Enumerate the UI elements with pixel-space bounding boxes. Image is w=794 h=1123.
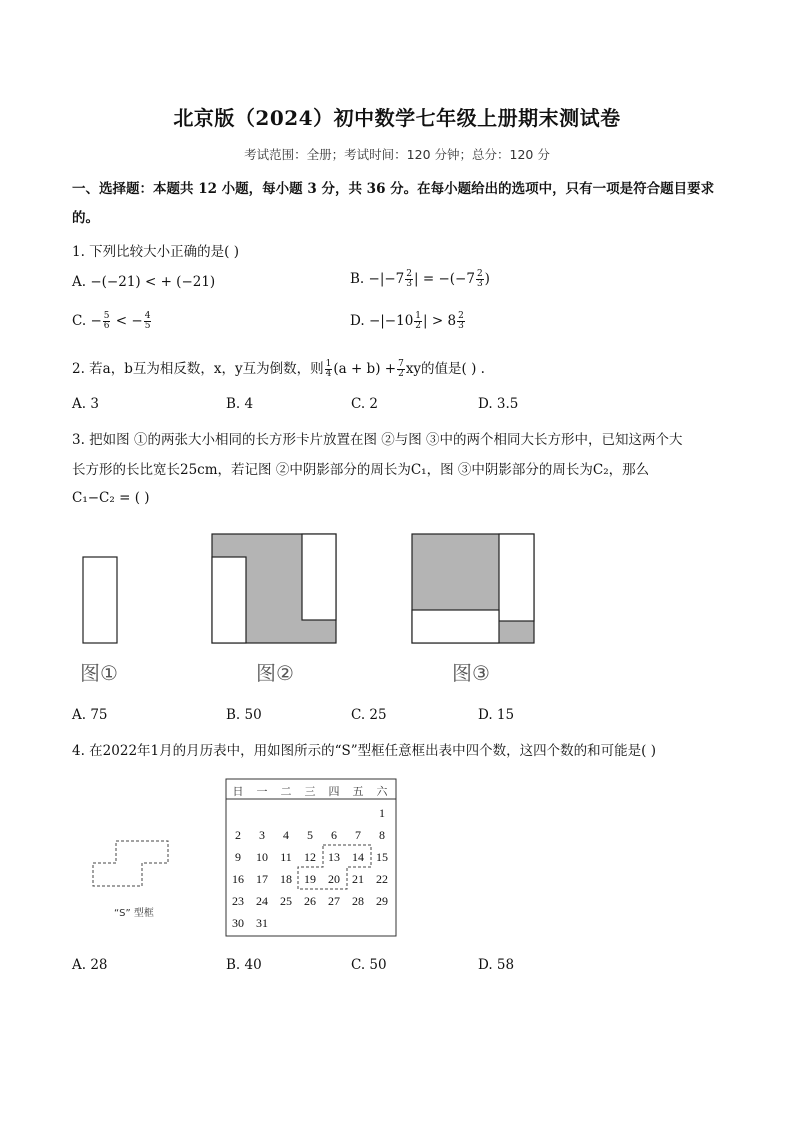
option-expr-part: | = −(−7: [414, 271, 475, 287]
q3-stem-line2: 长方形的长比宽长25cm，若记图 ②中阴影部分的周长为C₁，图 ③中阴影部分的周长为C₂，那么: [72, 462, 650, 478]
q1-option-c: C. − $\frac{5}{6}$ < − $\frac{4}{5}$: [72, 311, 151, 331]
numerator: 1: [415, 311, 422, 321]
calendar-day: 21: [352, 872, 364, 886]
q2-option-c: C. 2: [351, 396, 379, 412]
calendar-day: 24: [256, 894, 268, 908]
calendar-header: 六: [376, 785, 388, 798]
stem-part: xy的值是( ) .: [405, 361, 485, 377]
q2-option-d: D. 3.5: [478, 396, 519, 412]
calendar-header: 五: [352, 785, 364, 798]
calendar-day: 3: [259, 828, 265, 842]
calendar-day: 14: [352, 850, 364, 864]
calendar-day: 16: [232, 872, 244, 886]
q3-option-c: C. 25: [351, 707, 387, 723]
calendar-header: 日: [232, 785, 244, 798]
calendar-day: 2: [235, 828, 241, 842]
numerator: 4: [144, 311, 151, 321]
denominator: 6: [103, 321, 110, 331]
exam-info: 考试范围：全册；考试时间：120 分钟；总分：120 分: [244, 147, 550, 162]
fig2-card-right: [302, 534, 336, 620]
q1-stem: 1. 下列比较大小正确的是( ): [72, 244, 239, 260]
option-expr-part: ): [484, 271, 490, 287]
calendar-day: 31: [256, 916, 268, 930]
q4-option-d: D. 58: [478, 957, 515, 973]
calendar-day: 29: [376, 894, 388, 908]
option-expr: −(−21) < + (−21): [90, 274, 216, 290]
calendar-day: 6: [331, 828, 337, 842]
q3-option-d: D. 15: [478, 707, 515, 723]
q4-stem: 4. 在2022年1月的月历表中，用如图所示的“S”型框任意框出表中四个数，这四个数的和可能是( ): [72, 743, 656, 759]
calendar-header: 四: [328, 785, 340, 798]
numerator: 5: [103, 311, 110, 321]
q4-option-c: C. 50: [351, 957, 387, 973]
fig3-label: 图③: [452, 661, 490, 685]
section-heading: 一、选择题：本题共 12 小题，每小题 3 分，共 36 分。在每小题给出的选项中，只有一项是符合题目要求: [72, 181, 715, 197]
calendar-day: 9: [235, 850, 241, 864]
calendar-day: 13: [328, 850, 340, 864]
denominator: 4: [325, 369, 332, 379]
q2-option-b: B. 4: [226, 396, 254, 412]
numerator: 2: [476, 269, 483, 279]
option-expr-part: | > 8: [423, 313, 457, 329]
stem-part: (a + b) +: [333, 361, 397, 377]
calendar-day: 25: [280, 894, 292, 908]
calendar-day: 30: [232, 916, 244, 930]
numerator: 7: [398, 359, 404, 369]
fig2-card-left: [212, 557, 246, 643]
q3-stem-line3: C₁−C₂ = ( ): [72, 490, 150, 506]
denominator: 2: [415, 321, 422, 331]
calendar-header: 一: [256, 785, 268, 798]
section-heading-cont: 的。: [72, 210, 99, 226]
calendar-day: 28: [352, 894, 364, 908]
q4-option-b: B. 40: [226, 957, 262, 973]
calendar-day: 18: [280, 872, 292, 886]
q3-stem-line1: 3. 把如图 ①的两张大小相同的长方形卡片放置在图 ②与图 ③中的两个相同大长方形中，已知这两个大: [72, 432, 683, 448]
calendar-day: 11: [280, 850, 292, 864]
calendar-day: 17: [256, 872, 268, 886]
option-label: D.: [350, 313, 365, 329]
q3-option-a: A. 75: [72, 707, 108, 723]
fig3-card-horizontal: [412, 610, 499, 643]
denominator: 2: [398, 369, 404, 379]
calendar-day: 1: [379, 806, 385, 820]
q2-option-a: A. 3: [72, 396, 99, 412]
s-frame-caption: “S” 型框: [114, 908, 154, 919]
q3-option-b: B. 50: [226, 707, 262, 723]
calendar-day: 27: [328, 894, 340, 908]
option-label: A.: [72, 274, 87, 290]
calendar-header: 三: [304, 785, 316, 798]
calendar-day: 12: [304, 850, 316, 864]
option-label: C.: [72, 313, 87, 329]
calendar-day: 15: [376, 850, 388, 864]
calendar-day: 22: [376, 872, 388, 886]
numerator: 1: [325, 359, 332, 369]
fig1-label: 图①: [80, 661, 118, 685]
calendar-day: 8: [379, 828, 385, 842]
page-title: 北京版（2024）初中数学七年级上册期末测试卷: [173, 106, 621, 130]
fig2-label: 图②: [256, 661, 294, 685]
calendar-day: 26: [304, 894, 316, 908]
denominator: 3: [476, 279, 483, 289]
denominator: 3: [458, 321, 464, 331]
option-label: B.: [350, 271, 365, 287]
option-expr-part: −|−7: [368, 271, 405, 287]
fig3-card-vertical: [499, 534, 534, 621]
calendar-day: 5: [307, 828, 313, 842]
numerator: 2: [458, 311, 464, 321]
calendar-day: 20: [328, 872, 340, 886]
calendar-day: 10: [256, 850, 268, 864]
stem-part: 2. 若a，b互为相反数，x，y互为倒数，则: [72, 361, 324, 377]
fig1-card: [83, 557, 117, 643]
calendar-header: 二: [280, 785, 292, 798]
calendar-day: 23: [232, 894, 244, 908]
s-frame-shape: [93, 841, 168, 886]
denominator: 3: [406, 279, 413, 289]
q4-option-a: A. 28: [72, 957, 108, 973]
calendar-day: 7: [355, 828, 361, 842]
denominator: 5: [144, 321, 151, 331]
calendar-day: 19: [304, 872, 316, 886]
numerator: 2: [406, 269, 413, 279]
option-expr-part: −|−10: [368, 313, 414, 329]
calendar-day: 4: [283, 828, 289, 842]
